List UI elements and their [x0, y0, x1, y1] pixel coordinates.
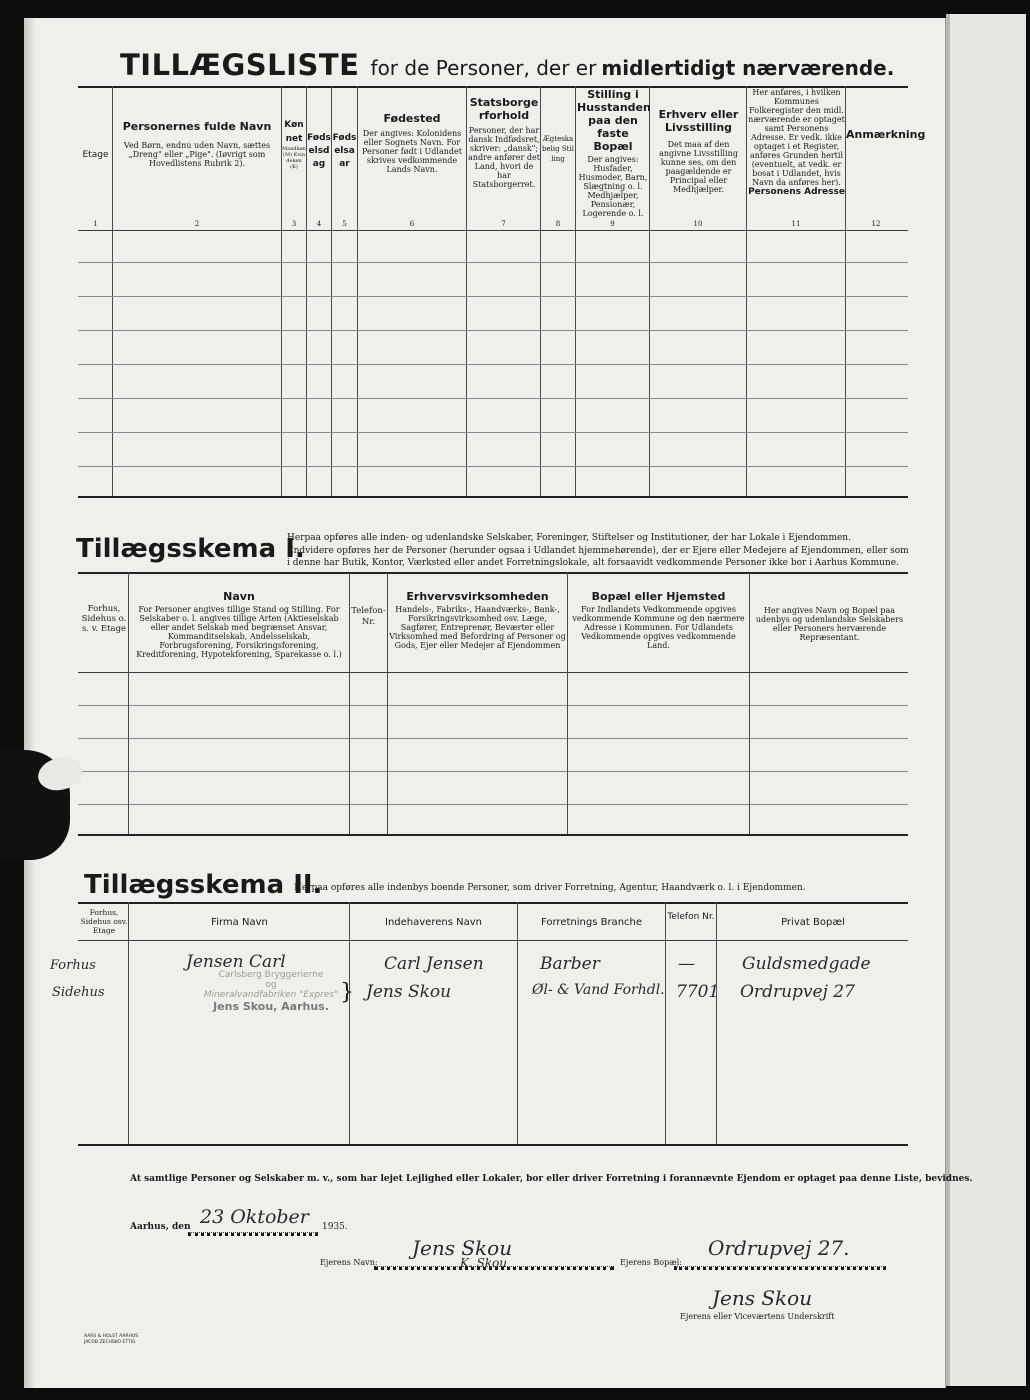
brace: } [340, 980, 354, 1005]
col-divider [746, 86, 747, 496]
stamp-line: og [265, 980, 277, 990]
col-number: 10 [693, 220, 703, 228]
col-divider [517, 902, 518, 1144]
skema1-col-home-sub: For Indlandets Vedkommende opgives vedkommende Kommune og den nærmere Adresse i Kommunen. For Udlandets Vedkommende opgives vedkommende Land. [572, 605, 745, 650]
col-divider [749, 572, 750, 834]
list-row-line [78, 466, 908, 467]
list-col-birthplace-sub: Der angives: Kolonidens eller Sognets Navn. For Personer født i Udlandet skrives vedkommende Lands Navn. [362, 129, 462, 174]
list-col-address-sub: Her anføres, i hvilken Kommunes Folkeregister den midl. nærværende er optaget samt Personens Adresse. Er vedk. ikke optaget i et Register, anføres Grunden hertil (eventuelt, at vedk. er bosat i Udlandet, hvis Navn da anføres her). [748, 88, 845, 187]
skema2-bottom-rule [78, 1144, 908, 1146]
list-row-line [78, 398, 908, 399]
list-bottom-rule [78, 496, 908, 498]
owner-name-handwritten-2: K. Skou [460, 1256, 508, 1270]
row-owner: Jens Skou [366, 982, 452, 1002]
skema1-header-rule [78, 672, 908, 673]
col-divider [845, 86, 846, 496]
col-number: 7 [501, 220, 506, 228]
list-title [120, 48, 895, 84]
list-col-citizenship [468, 96, 540, 189]
col-divider [575, 86, 576, 496]
list-col-name-sub: Ved Børn, endnu uden Navn, sættes „Dreng" eller „Pige". (Iøvrigt som Hovedlistens Rubrik 2). [123, 141, 271, 168]
date-handwritten: 23 Oktober [200, 1206, 309, 1228]
stamp-line: Mineralvandfabriken "Expres" [203, 990, 339, 1000]
list-row-line [78, 364, 908, 365]
skema1-top-rule [78, 572, 908, 574]
col-divider [649, 86, 650, 496]
list-col-sex-head: Kønnet [284, 120, 304, 144]
list-col-name [114, 120, 280, 168]
skema1-col-tel: Telefon-Nr. [351, 606, 386, 627]
company-stamp [196, 970, 346, 1012]
list-col-household [577, 88, 649, 218]
printer-line: AARS & HOLST AARHUS [84, 1334, 139, 1339]
skema1-col-home-head: Bopæl eller Hjemsted [591, 590, 726, 603]
skema1-col-home [569, 590, 748, 650]
list-title-rest-2: midlertidigt nærværende. [601, 56, 895, 80]
col-number: 12 [871, 220, 881, 228]
list-col-household-sub: Der angives: Husfader, Husmoder, Barn, Slægtning o. l. Medhjælper, Pensionær, Logerende o. l. [578, 155, 648, 218]
col-number: 6 [409, 220, 415, 228]
col-divider [112, 86, 113, 496]
col-number: 5 [342, 220, 347, 228]
skema2-intro: Herpaa opføres alle indenbys boende Personer, som driver Forretning, Agentur, Haandværk o. l. i Ejendommen. [294, 883, 806, 893]
skema1-intro-line: Herpaa opføres alle inden- og udenlandske Selskaber, Foreninger, Stiftelser og Institutioner, der har Lokale i Ejendommen. [287, 533, 851, 543]
owner-address-handwritten: Ordrupvej 27. [708, 1236, 850, 1260]
place-label: Aarhus, den [130, 1222, 191, 1232]
row-branch: Øl- & Vand Forhdl. [532, 982, 665, 998]
col-number: 8 [555, 220, 561, 228]
stamp-line: Carlsberg Bryggerierne [218, 970, 324, 980]
skema1-col-trade-sub: Handels-, Fabriks-, Haandværks-, Bank-, Forsikringsvirksomhed osv. Læge, Sagfører, Entreprenør, Beværter eller Virksomhed med Befordring af Personer og Gods, Ejer eller Medejer af Ejendommen [389, 605, 566, 650]
owner-name-label: Ejerens Navn: [320, 1258, 378, 1267]
row-home: Ordrupvej 27 [740, 982, 855, 1002]
owner-address-line [674, 1266, 886, 1270]
col-number: 1 [93, 220, 98, 228]
skema1-row-line [78, 771, 908, 772]
list-col-sex-sub: Mandkøn (M) Kvindekøn (K) [282, 146, 306, 170]
signature-label: Ejerens eller Viceværtens Underskrift [680, 1312, 835, 1321]
list-row-line [78, 432, 908, 433]
list-row-line [78, 330, 908, 331]
row-tel: — [678, 954, 695, 974]
list-col-birthyear-head: Fødselsaar [332, 133, 357, 169]
skema1-col-name-head: Navn [223, 590, 255, 603]
list-col-occupation-head: Erhverv eller Livsstilling [658, 108, 739, 134]
skema2-col-branch: Forretnings Branche [540, 917, 643, 928]
skema2-title: Tillægsskema II. [84, 870, 323, 900]
list-title-rest: for de Personer, der er [370, 56, 597, 80]
col-number: 4 [316, 220, 322, 228]
signature-handwritten: Jens Skou [712, 1286, 813, 1310]
list-row-line [78, 262, 908, 263]
list-col-birthplace-head: Fødested [383, 112, 441, 125]
col-divider [128, 902, 129, 1144]
row-home: Guldsmedgade [742, 954, 871, 974]
owner-address-label: Ejerens Bopæl: [620, 1258, 683, 1267]
skema1-col-trade-head: Erhvervsvirksomheden [406, 590, 549, 603]
list-col-remark-head: Anmærkning [846, 128, 926, 141]
col-divider [716, 902, 717, 1144]
col-divider [665, 902, 666, 1144]
col-number: 2 [194, 220, 200, 228]
col-divider [387, 572, 388, 834]
skema2-col-firm: Firma Navn [211, 917, 268, 928]
list-col-sex [282, 118, 306, 170]
owner-name-handwritten: Jens Skou [412, 1236, 513, 1260]
stamp-line: Jens Skou, Aarhus. [213, 1000, 329, 1013]
list-col-citizenship-head: Statsborgerforhold [469, 96, 539, 122]
row-floor: Sidehus [52, 985, 105, 1000]
col-divider [349, 902, 350, 1144]
list-col-address [748, 88, 845, 197]
col-divider [466, 86, 467, 496]
list-col-birthplace [360, 112, 464, 174]
year: 1935. [322, 1222, 348, 1232]
declaration: At samtlige Personer og Selskaber m. v., som har lejet Lejlighed eller Lokaler, bor eller driver Forretning i forannævnte Ejendom er optaget paa denne Liste, bevidnes. [130, 1174, 973, 1184]
skema1-title: Tillægsskema I. [76, 534, 305, 564]
skema2-col-home: Privat Bopæl [781, 917, 845, 928]
skema1-intro-line: i denne har Butik, Kontor, Værksted eller andet Forretningslokale, alt forsaavidt vedkommende Personer ikke bor i Aarhus Kommune. [287, 558, 899, 568]
skema1-row-line [78, 738, 908, 739]
printer-imprint [84, 1334, 138, 1346]
list-title-bold: TILLÆGSLISTE [120, 48, 360, 82]
list-col-birthday-head: Fødselsdag [307, 133, 331, 169]
row-firm: Jensen Carl [186, 952, 286, 972]
skema1-col-floor: Forhus, Sidehus o. s. v. Etage [81, 604, 127, 634]
list-row-line [78, 296, 908, 297]
list-col-address-head: Personens Adresse [748, 187, 845, 197]
skema1-col-trade [389, 590, 566, 650]
list-col-marital-label: Ægteskabelig Stilling [542, 135, 574, 163]
col-number: 3 [291, 220, 297, 228]
list-col-marital [541, 134, 575, 164]
list-col-etage [79, 150, 112, 160]
list-col-household-head: Stilling i Husstanden paa den faste Bopæl [577, 88, 651, 153]
row-tel: 7701 [676, 982, 720, 1002]
skema2-col-tel: Telefon Nr. [667, 912, 715, 922]
skema2-header-rule [78, 940, 908, 941]
skema2-col-floor: Forhus, Sidehus osv. Etage [80, 908, 128, 935]
binding-edge [24, 18, 36, 1388]
skema1-col-rep: Her angives Navn og Bopæl paa udenbys og udenlandske Selskabers eller Personers herværende Repræsentant. [755, 606, 904, 642]
skema1-intro [287, 532, 907, 570]
list-col-remark [846, 128, 926, 141]
list-header-rule [78, 230, 908, 231]
skema1-col-name [131, 590, 347, 659]
skema1-row-line [78, 804, 908, 805]
list-col-birthday [307, 132, 331, 171]
row-branch: Barber [540, 954, 600, 974]
row-owner: Carl Jensen [384, 954, 484, 974]
date-line [188, 1232, 318, 1236]
col-divider [357, 86, 358, 496]
skema2-top-rule [78, 902, 908, 904]
skema1-row-line [78, 705, 908, 706]
row-floor: Forhus [50, 958, 96, 973]
list-col-citizenship-sub: Personer, der har dansk Indfødsret, skriver: „dansk"; andre anfører det Land, hvori de har Statsborgerret. [468, 126, 540, 189]
printer-line: JACOB ZECHSKO ETTIG [84, 1340, 136, 1345]
col-number: 9 [610, 220, 615, 228]
col-number: 11 [791, 220, 801, 228]
skema1-col-name-sub: For Personer angives tillige Stand og Stilling. For Selskaber o. l. angives tillige Arten (Aktieselskab eller andet Selskab med begrænset Ansvar, Kommanditselskab, Andelsselskab, Forbrugsforening, Forsikringsforening, Kreditforening, Hypotekforening, Sparekasse o. l.) [136, 605, 342, 659]
col-divider [128, 572, 129, 834]
list-col-birthyear [332, 132, 357, 171]
skema1-intro-line: Endvidere opføres her de Personer (herunder ogsaa i Udlandet hjemmehørende), der er Ejere eller Medejere af Ejendommen, eller som [287, 545, 909, 556]
col-divider [567, 572, 568, 834]
skema1-bottom-rule [78, 834, 908, 836]
skema2-col-owner: Indehaverens Navn [385, 917, 482, 928]
list-col-name-head: Personernes fulde Navn [122, 120, 272, 133]
list-col-occupation-sub: Det maa af den angivne Livsstilling kunne ses, om den paagældende er Principal eller Medhjælper. [659, 140, 738, 194]
list-col-etage-label: Etage [82, 150, 109, 160]
list-col-occupation [651, 108, 746, 194]
